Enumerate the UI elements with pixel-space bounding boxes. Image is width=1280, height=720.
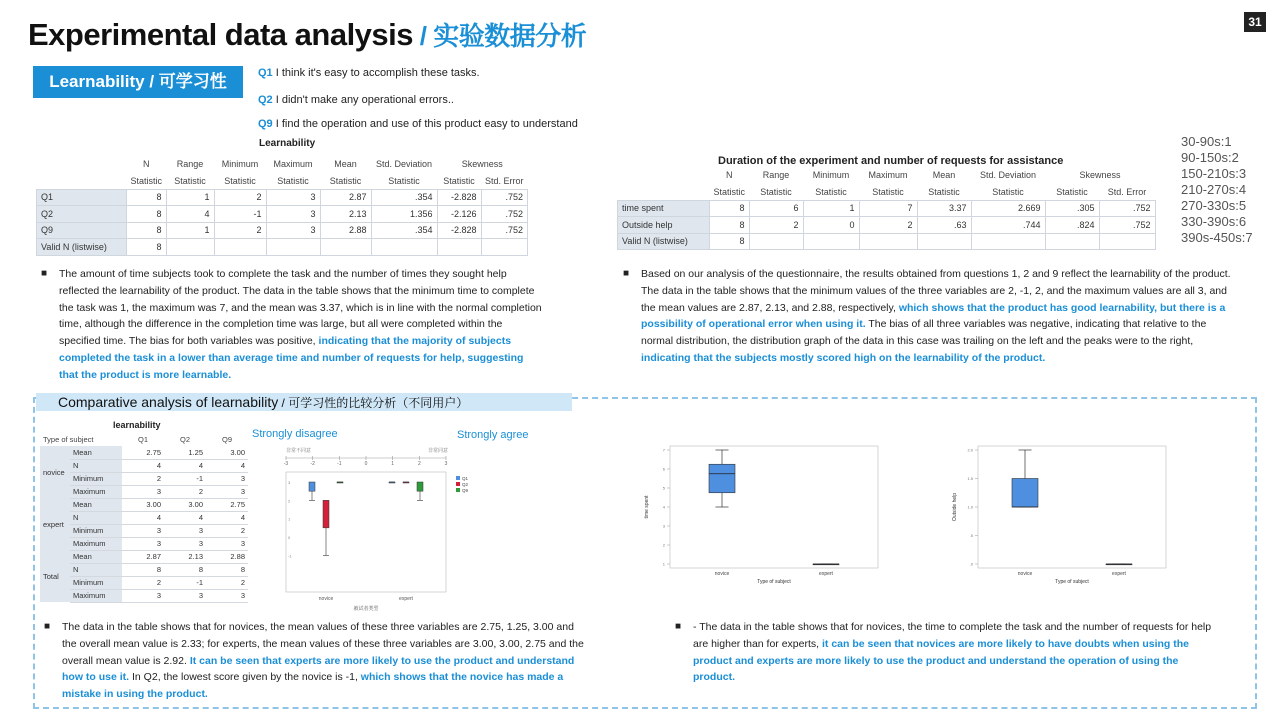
table-row: Outside help 8 2 0 2 .63 .744 .824 .752 <box>618 217 1156 234</box>
y-tick-label: 1.0 <box>967 504 973 510</box>
table-row: novice Mean 2.75 1.25 3.00 <box>40 446 248 459</box>
page-number: 31 <box>1244 12 1266 32</box>
questionnaire-analysis-paragraph: ■ Based on our analysis of the questionnaire, the results obtained from questions 1, 2 and 9 reflect the learnability of the product. The data in the table shows that the minimum values of the three variables are 2, -1, 2, and the maximum values are all 3, and the mean values are 2.87, 2.13, and 2.88, respectively, which shows that the product has good learnability, but there is a possibility of operational error when using it. The bias of all three variables was negative, indicating that relative to the normal distribution, the distribution graph of the data in this case was trailing on the left and the peaks were to the right, indicating that the subjects mostly scored high on the learnability of the product. <box>623 268 1231 364</box>
y-tick-label: 2 <box>288 498 291 504</box>
boxplot-paragraph: ■ - The data in the table shows that for novices, the time to complete the task and the number of requests for help are higher than for experts, it can be seen that novices are more likely to have doubts when using the product and experts are more likely to use the product and understand the operation of using the product. <box>675 621 1212 684</box>
table-row: Minimum 2 -1 3 <box>40 472 248 485</box>
box-q1-novice <box>309 482 315 491</box>
y-tick-label: 3 <box>662 523 665 529</box>
y-tick-label: 1 <box>662 561 665 567</box>
y-tick-label: 0 <box>288 535 291 540</box>
duration-item: 270-330s:5 <box>1181 198 1247 213</box>
duration-item: 210-270s:4 <box>1181 182 1247 197</box>
y-axis-label: time spent <box>644 495 650 519</box>
table-row: Q2 8 4 -1 3 2.13 1.356 -2.126 .752 <box>37 206 528 223</box>
table-row: N 4 4 4 <box>40 459 248 472</box>
duration-stats-table: N Range Minimum Maximum Mean Std. Deviation Skewness Statistic Statistic Statistic Statistic Statistic Statistic Statistic Std. Error time spent 8 6 1 7 3.37 2.669 .305 .752 Outside help 8 2 0 2 .63 .744 .824 .752 Valid N (listwise) 8 <box>617 167 1156 250</box>
table-row: N 4 4 4 <box>40 511 248 524</box>
y-tick-label: 2.0 <box>967 447 973 453</box>
table-row: Maximum 3 3 3 <box>40 589 248 602</box>
y-tick-label: 3 <box>288 480 291 485</box>
box-q2-novice <box>323 500 329 527</box>
title-en: Experimental data analysis <box>28 17 414 52</box>
comparison-table: Type of subject Q1 Q2 Q9 novice Mean 2.75 1.25 3.00 N 4 4 4 Minimum 2 -1 3 Maximum 3 2 3 expert Mean 3.00 3.00 2.75 N 4 4 4 Minimum 3 3 2 Maximum 3 3 3 Total Mean 2.87 2.13 2.88 N 8 8 8 Minimum 2 -1 2 Maximum 3 3 3 <box>40 433 248 603</box>
page-title <box>28 16 586 53</box>
table-row: Q9 8 1 2 3 2.88 .354 -2.828 .752 <box>37 222 528 239</box>
comparative-header: Comparative analysis of learnability / 可学习性的比较分析（不同用户） <box>36 393 572 411</box>
square-bullet-icon: ■ <box>675 621 682 632</box>
legend-swatch-q2 <box>456 482 460 486</box>
legend-label: Q1 <box>462 476 469 481</box>
duration-item: 390s-450s:7 <box>1181 230 1253 245</box>
duration-item: 90-150s:2 <box>1181 150 1239 165</box>
table-row: Maximum 3 2 3 <box>40 485 248 498</box>
learnability-boxplot <box>276 444 496 614</box>
legend-label: Q9 <box>462 488 469 493</box>
table-row: N 8 8 8 <box>40 563 248 576</box>
top-axis-tick-label: -1 <box>337 461 342 467</box>
duration-item: 330-390s:6 <box>1181 214 1247 229</box>
category-label: novice <box>318 596 334 602</box>
top-axis-tick-label: 1 <box>391 461 395 467</box>
top-axis-tick-label: 3 <box>444 461 448 467</box>
legend-label: Q2 <box>462 482 469 487</box>
box-novice <box>1012 479 1038 508</box>
table-row: time spent 8 6 1 7 3.37 2.669 .305 .752 <box>618 200 1156 217</box>
top-axis-tick-label: -2 <box>310 461 315 467</box>
top-axis-tick-label: 0 <box>364 461 368 467</box>
y-tick-label: -1 <box>288 553 292 559</box>
table-row: Maximum 3 3 3 <box>40 537 248 550</box>
plot-frame <box>978 446 1166 568</box>
table1-title: Learnability <box>259 138 316 149</box>
table-row: Minimum 3 3 2 <box>40 524 248 537</box>
y-tick-label: 7 <box>662 447 665 453</box>
y-axis-label: Outside help <box>952 492 958 522</box>
table-row: Valid N (listwise) 8 <box>37 239 528 256</box>
learnability-stats-table: N Range Minimum Maximum Mean Std. Deviation Skewness Statistic Statistic Statistic Statistic Statistic Statistic Statistic Std. Error Q1 8 1 2 3 2.87 .354 -2.828 .752 Q2 8 4 -1 3 2.13 1.356 -2.126 .752 Q9 8 1 2 3 2.88 .354 -2.828 .752 Valid N (listwise) 8 <box>36 156 528 256</box>
box-novice <box>709 464 735 493</box>
question-q9: Q9 I find the operation and use of this product easy to understand <box>258 118 578 130</box>
strongly-agree-label: Strongly agree <box>457 429 529 441</box>
comparison-table-paragraph: ■ The data in the table shows that for novices, the mean values of these three variables are 2.75, 1.25, 3.00 and the overall mean value is 2.33; for experts, the mean values of these three variables are 3.00, 3.00, 2.75 and the overall mean value is 2.92. It can be seen that experts are more likely to use the product and understand how to use it. In Q2, the lowest score given by the novice is -1, which shows that the novice has made a mistake in using the product. <box>44 621 584 701</box>
category-label: novice <box>1017 571 1033 577</box>
y-tick-label: 2 <box>662 542 665 548</box>
legend-swatch-q1 <box>456 476 460 480</box>
y-tick-label: 1 <box>288 516 291 522</box>
plot-frame <box>670 446 878 568</box>
top-axis-tick-label: -3 <box>283 461 289 467</box>
category-label: expert <box>399 596 413 602</box>
time-analysis-paragraph: ■ The amount of time subjects took to complete the task and the number of times they sought help reflected the learnability of the product. The data in the table shows that the minimum time to complete the task was 1, the maximum was 7, and the mean was 3.37, which is in line with the normal completion time, although the difference in the completion time was large, but all were completed within the specified time. The bias for both variables was positive, indicating that the majority of subjects completed the task in a lower than average time and number of requests for help, suggesting that the product is more learnable. <box>41 268 542 381</box>
table-row: Minimum 2 -1 2 <box>40 576 248 589</box>
y-tick-label: 6 <box>662 466 665 472</box>
y-tick-label: .5 <box>969 533 973 538</box>
table3-title: learnability <box>113 420 161 430</box>
question-q1: Q1 I think it's easy to accomplish these tasks. <box>258 67 480 79</box>
learnability-badge: Learnability / 可学习性 <box>33 66 243 98</box>
table-row: Valid N (listwise) 8 <box>618 233 1156 250</box>
category-label: expert <box>819 571 833 577</box>
legend-swatch-q9 <box>456 488 460 492</box>
category-label: novice <box>714 571 730 577</box>
duration-item: 30-90s:1 <box>1181 134 1232 149</box>
strongly-disagree-label: Strongly disagree <box>252 428 338 440</box>
square-bullet-icon: ■ <box>623 268 630 279</box>
table2-title: Duration of the experiment and number of requests for assistance <box>718 155 1064 167</box>
category-label: expert <box>1112 571 1126 577</box>
outside-help-boxplot <box>944 438 1174 590</box>
x-axis-label: Type of subject <box>1055 579 1089 585</box>
y-tick-label: .0 <box>969 561 973 567</box>
x-axis-label: Type of subject <box>757 579 791 585</box>
x-axis-label: 被试者类型 <box>353 606 379 612</box>
time-spent-boxplot <box>636 438 886 590</box>
top-axis-tick-label: 2 <box>417 461 421 467</box>
box-q9-expert <box>417 482 423 491</box>
question-q2: Q2 I didn't make any operational errors.. <box>258 94 454 106</box>
square-bullet-icon: ■ <box>41 268 48 279</box>
y-tick-label: 5 <box>662 485 665 491</box>
duration-item: 150-210s:3 <box>1181 166 1247 181</box>
y-tick-label: 1.5 <box>967 476 973 481</box>
table-row: Total Mean 2.87 2.13 2.88 <box>40 550 248 563</box>
table-row: expert Mean 3.00 3.00 2.75 <box>40 498 248 511</box>
y-tick-label: 4 <box>662 504 665 510</box>
square-bullet-icon: ■ <box>44 621 51 632</box>
top-label-left: 非常不同意 <box>286 448 312 454</box>
title-zh: / 实验数据分析 <box>413 21 587 51</box>
table-row: Q1 8 1 2 3 2.87 .354 -2.828 .752 <box>37 189 528 206</box>
top-label-right: 非常同意 <box>428 448 449 454</box>
